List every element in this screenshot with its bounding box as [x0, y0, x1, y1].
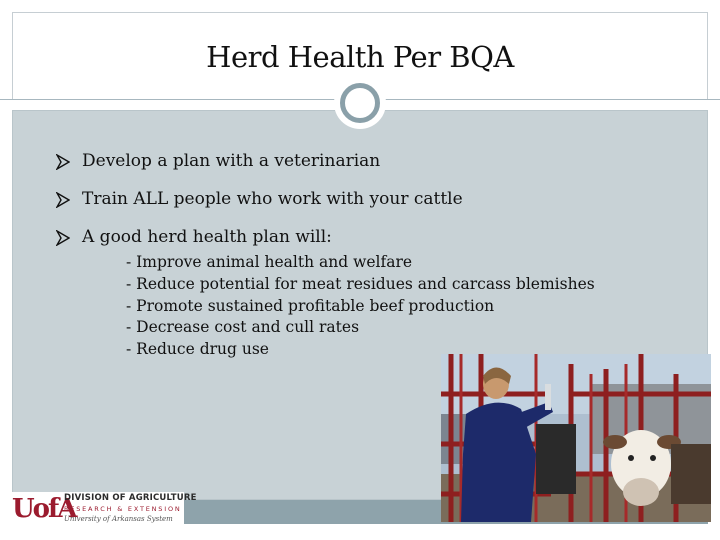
cattle-chute-photo: [441, 354, 711, 522]
logo-division-text: DIVISION OF AGRICULTURE: [64, 493, 197, 503]
sub-item: - Promote sustained profitable beef production: [126, 296, 495, 315]
bullet-text: Develop a plan with a veterinarian: [82, 151, 381, 171]
sub-item: - Reduce drug use: [126, 340, 269, 359]
sub-item: - Improve animal health and welfare: [126, 253, 413, 271]
bullet-item: [56, 190, 463, 228]
division-logo: [12, 492, 197, 526]
bullet-text: A good herd health plan will:: [82, 227, 332, 247]
circle-ring-icon: [340, 83, 380, 123]
sub-item: - Decrease cost and cull rates: [126, 318, 360, 337]
arrow-bullet-icon: [56, 230, 70, 246]
bullet-list: [56, 152, 463, 266]
bullet-item: [56, 152, 463, 190]
title-rule-left: [0, 99, 338, 100]
sub-item-list: [126, 252, 595, 361]
arrow-bullet-icon: [56, 192, 70, 208]
title-rule-right: [382, 99, 720, 100]
slide-title: Herd Health Per BQA: [206, 40, 514, 74]
logo-research-text: RESEARCH & EXTENSION: [64, 505, 182, 513]
bullet-text: Train ALL people who work with your cattle: [82, 189, 463, 209]
sub-item: - Reduce potential for meat residues and carcass blemishes: [126, 274, 595, 293]
arrow-bullet-icon: [56, 154, 70, 170]
logo-system-text: University of Arkansas System: [64, 515, 173, 523]
photo-illustration: [441, 354, 711, 522]
logo-mark: UofA: [12, 494, 76, 524]
circle-ornament: [334, 77, 386, 129]
